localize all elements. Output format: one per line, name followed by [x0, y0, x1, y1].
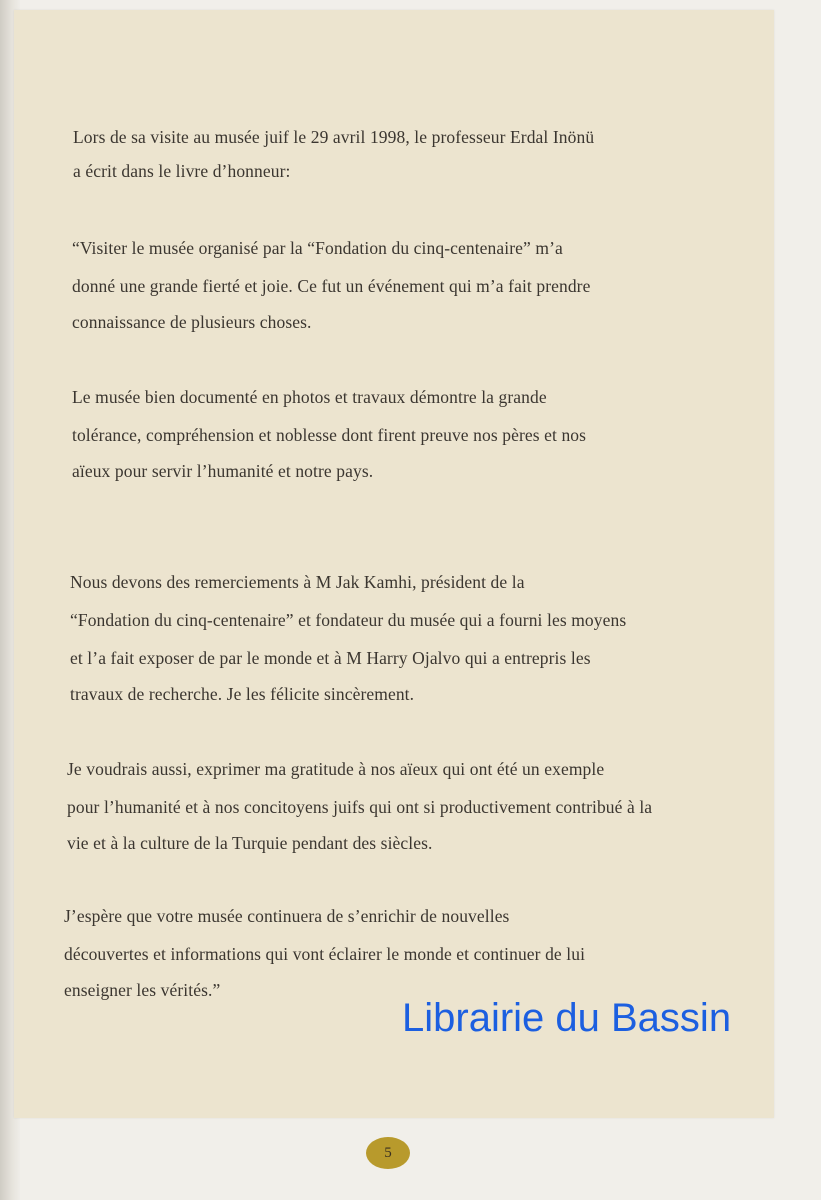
text-line-17: découvertes et informations qui vont éclairer le monde et continuer de lui [64, 944, 586, 964]
text-line-3: “Visiter le musée organisé par la “Fondation du cinq-centenaire” m’a [72, 238, 563, 258]
text-line-18: enseigner les vérités.” [64, 980, 221, 1000]
text-line-13: Je voudrais aussi, exprimer ma gratitude à nos aïeux qui ont été un exemple [67, 759, 605, 779]
watermark-text: Librairie du Bassin [402, 996, 732, 1040]
page-number-badge [366, 1137, 410, 1169]
text-line-6: Le musée bien documenté en photos et travaux démontre la grande [72, 387, 547, 407]
text-line-15: vie et à la culture de la Turquie pendant des siècles. [67, 833, 433, 853]
text-line-5: connaissance de plusieurs choses. [72, 312, 312, 332]
text-line-2: a écrit dans le livre d’honneur: [73, 161, 291, 181]
text-line-10: “Fondation du cinq-centenaire” et fondateur du musée qui a fourni les moyens [70, 610, 627, 630]
text-line-4: donné une grande fierté et joie. Ce fut un événement qui m’a fait prendre [72, 276, 591, 296]
book-page [14, 10, 774, 1118]
text-line-7: tolérance, compréhension et noblesse dont firent preuve nos pères et nos [72, 425, 587, 445]
text-line-9: Nous devons des remerciements à M Jak Kamhi, président de la [70, 572, 525, 592]
text-line-1: Lors de sa visite au musée juif le 29 avril 1998, le professeur Erdal Inönü [73, 127, 595, 147]
text-line-12: travaux de recherche. Je les félicite sincèrement. [70, 684, 415, 704]
text-line-16: J’espère que votre musée continuera de s’enrichir de nouvelles [64, 906, 510, 926]
text-line-8: aïeux pour servir l’humanité et notre pays. [72, 461, 374, 481]
text-line-14: pour l’humanité et à nos concitoyens juifs qui ont si productivement contribué à la [67, 797, 653, 817]
page-number: 5 [384, 1144, 392, 1161]
text-line-11: et l’a fait exposer de par le monde et à M Harry Ojalvo qui a entrepris les [70, 648, 591, 668]
